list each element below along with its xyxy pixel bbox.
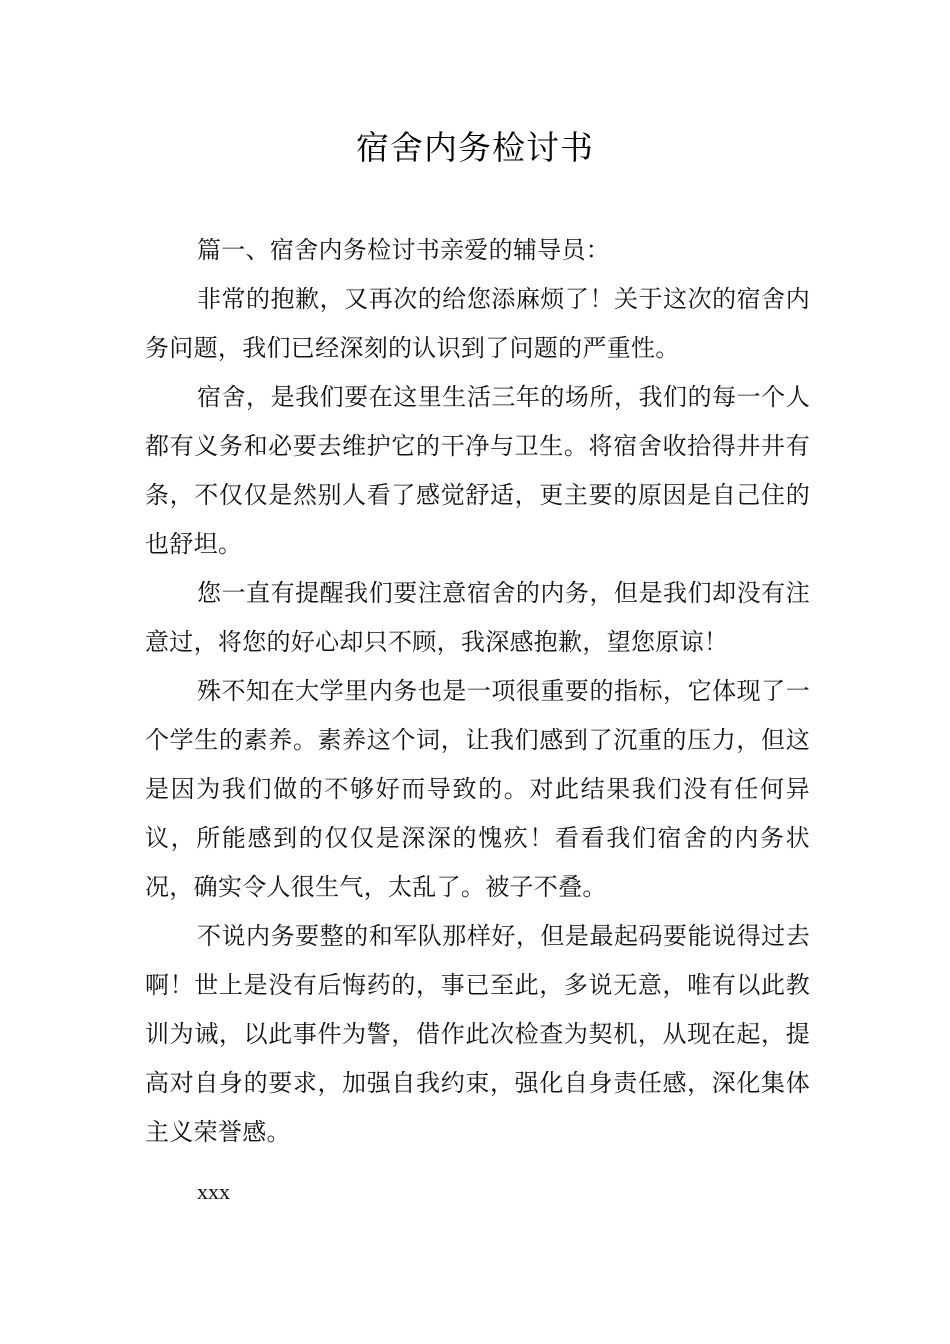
document-body [145, 226, 810, 1216]
signature: xxx [197, 1179, 230, 1204]
paragraph-salutation: 篇一、宿舍内务检讨书亲爱的辅导员： [197, 236, 611, 264]
paragraph-resolution: 不说内务要整的和军队那样好，但是最起码要能说得过去啊！世上是没有后悔药的，事已至此，多说无意，唯有以此教训为诫，以此事件为警，借作此次检查为契机，从现在起，提高对自身的要求，加强自我约束，强化自身责任感，深化集体主义荣誉感。 [145, 922, 810, 1146]
document-title: 宿舍内务检讨书 [356, 128, 594, 167]
paragraph-reminder: 您一直有提醒我们要注意宿舍的内务，但是我们却没有注意过，将您的好心却只不顾，我深感抱歉，望您原谅！ [145, 579, 810, 656]
paragraph-apology: 非常的抱歉，又再次的给您添麻烦了！关于这次的宿舍内务问题，我们已经深刻的认识到了问题的严重性。 [145, 285, 810, 362]
paragraph-dormitory: 宿舍，是我们要在这里生活三年的场所，我们的每一个人都有义务和必要去维护它的干净与卫生。将宿舍收拾得井井有条，不仅仅是然别人看了感觉舒适，更主要的原因是自己住的也舒坦。 [145, 383, 810, 558]
paragraph-importance: 殊不知在大学里内务也是一项很重要的指标，它体现了一个学生的素养。素养这个词，让我们感到了沉重的压力，但这是因为我们做的不够好而导致的。对此结果我们没有任何异议，所能感到的仅仅是深深的愧疚！看看我们宿舍的内务状况，确实令人很生气，太乱了。被子不叠。 [145, 677, 810, 901]
